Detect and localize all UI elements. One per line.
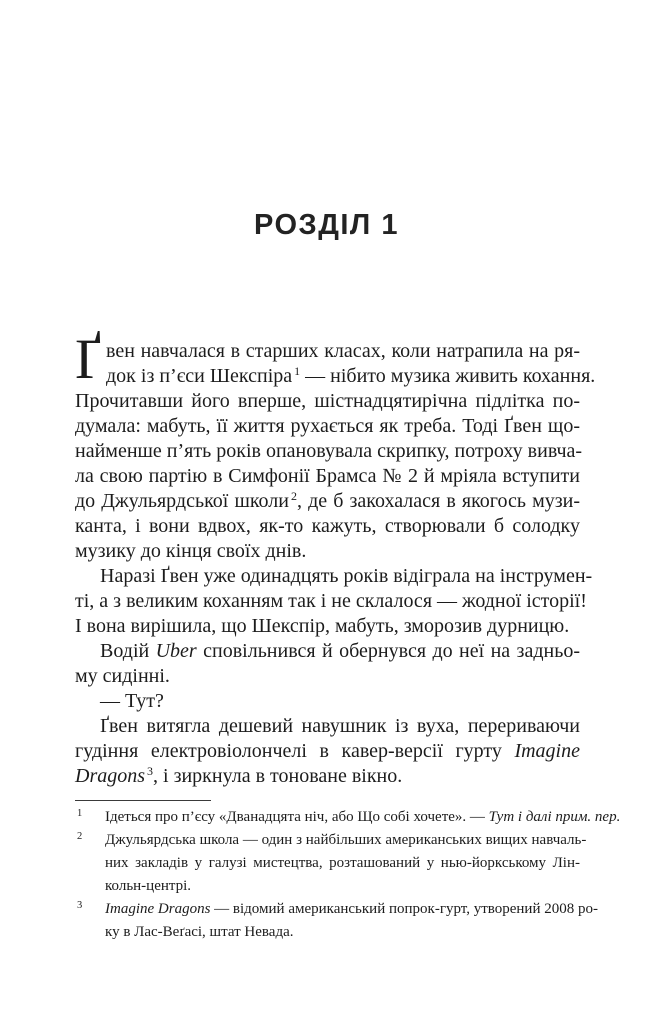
drop-cap: Ґ: [75, 328, 101, 391]
body-line: [75, 639, 580, 664]
text-segment: них закладів у галузі мистецтва, розташований у нью-йоркському Лін-: [105, 855, 580, 871]
body-line: [75, 539, 580, 564]
text-segment: найменше п’ять років опановувала скрипку, потроху вивча-: [75, 440, 583, 462]
footnote-number: 2: [77, 831, 83, 842]
text-segment: музику до кінця своїх днів.: [75, 540, 307, 562]
footnote-ref: 2: [290, 489, 297, 503]
footnote-line: [105, 898, 598, 921]
footnotes: [77, 806, 621, 944]
footnote-line: [105, 806, 621, 829]
body-line: [75, 464, 580, 489]
text-segment: канта, і вони вдвох, як-то кажуть, створювали б солодку: [75, 515, 580, 537]
footnote-text: [105, 806, 621, 829]
body-line: [75, 364, 596, 389]
text-segment: до Джульярдської школи: [75, 490, 289, 512]
body-line: [75, 339, 580, 364]
chapter-title: РОЗДІЛ 1: [254, 209, 399, 241]
text-segment: , де б закохалася в якогось музи-: [296, 490, 580, 512]
footnote: [77, 898, 598, 944]
body-line: [75, 389, 580, 414]
footnote-line: [105, 921, 580, 944]
text-segment: ті, а з великим коханням так і не склалося — жодної історії!: [75, 590, 587, 612]
body-line: [75, 739, 580, 764]
text-segment: Imagine Dragons: [105, 901, 211, 917]
footnote-text: [105, 829, 587, 898]
footnote: [77, 829, 587, 898]
body-line: [75, 664, 580, 689]
footnote: [77, 806, 621, 829]
footnote-line: [105, 875, 580, 898]
text-segment: Водій: [100, 640, 156, 662]
text-segment: Dragons: [75, 765, 146, 787]
body-line: [75, 414, 580, 439]
footnote-line: [105, 852, 580, 875]
text-segment: Ґвен витягла дешевий навушник із вуха, перериваючи: [100, 715, 580, 737]
text-segment: думала: мабуть, її життя рухається як треба. Тоді Ґвен що-: [75, 415, 580, 437]
footnote-text: [105, 898, 598, 944]
text-segment: Прочитавши його вперше, шістнадцятирічна підлітка по-: [75, 390, 580, 412]
text-segment: док із п’єси Шекспіра: [106, 365, 293, 387]
body-text: [75, 339, 596, 789]
text-segment: Uber: [155, 640, 197, 662]
body-line: [75, 764, 580, 789]
footnote-ref: 3: [147, 764, 154, 778]
body-line: [75, 564, 593, 589]
text-segment: ла свою партію в Симфонії Брамса № 2 й мріяла вступити: [75, 465, 580, 487]
text-segment: Джульярдська школа — один з найбільших американських вищих навчаль-: [105, 832, 587, 848]
body-line: [75, 439, 583, 464]
text-segment: Imagine: [514, 740, 580, 762]
footnote-ref: 1: [294, 364, 301, 378]
text-segment: , і зиркнула в тоноване вікно.: [153, 765, 403, 787]
text-segment: му сидінні.: [75, 665, 170, 687]
body-line: [75, 589, 587, 614]
text-segment: — Тут?: [100, 690, 164, 712]
text-segment: вен навчалася в старших класах, коли натрапила на ря-: [106, 340, 580, 362]
text-segment: гудіння електровіолончелі в кавер-версії гурту: [75, 740, 515, 762]
body-line: [75, 489, 580, 514]
text-segment: І вона вирішила, що Шекспір, мабуть, зморозив дурницю.: [75, 615, 570, 637]
footnote-separator: [75, 800, 211, 801]
body-line: [75, 514, 580, 539]
text-segment: ку в Лас-Веґасі, штат Невада.: [105, 924, 294, 940]
text-segment: — відомий американський попрок-гурт, утворений 2008 ро-: [210, 901, 598, 917]
text-segment: Ідеться про п’єсу «Дванадцята ніч, або Що собі хочете». —: [105, 809, 489, 825]
footnote-number: 1: [77, 808, 83, 819]
body-line: [75, 714, 580, 739]
text-segment: Наразі Ґвен уже одинадцять років відіграла на інструмен-: [100, 565, 593, 587]
body-line: [75, 689, 580, 714]
text-segment: Тут і далі прим. пер.: [488, 809, 621, 825]
footnote-number: 3: [77, 900, 83, 911]
text-segment: сповільнився й обернувся до неї на задньо-: [196, 640, 580, 662]
footnote-line: [105, 829, 587, 852]
text-segment: — нібито музика живить кохання.: [300, 365, 596, 387]
text-segment: кольн-центрі.: [105, 878, 192, 894]
body-line: [75, 614, 580, 639]
